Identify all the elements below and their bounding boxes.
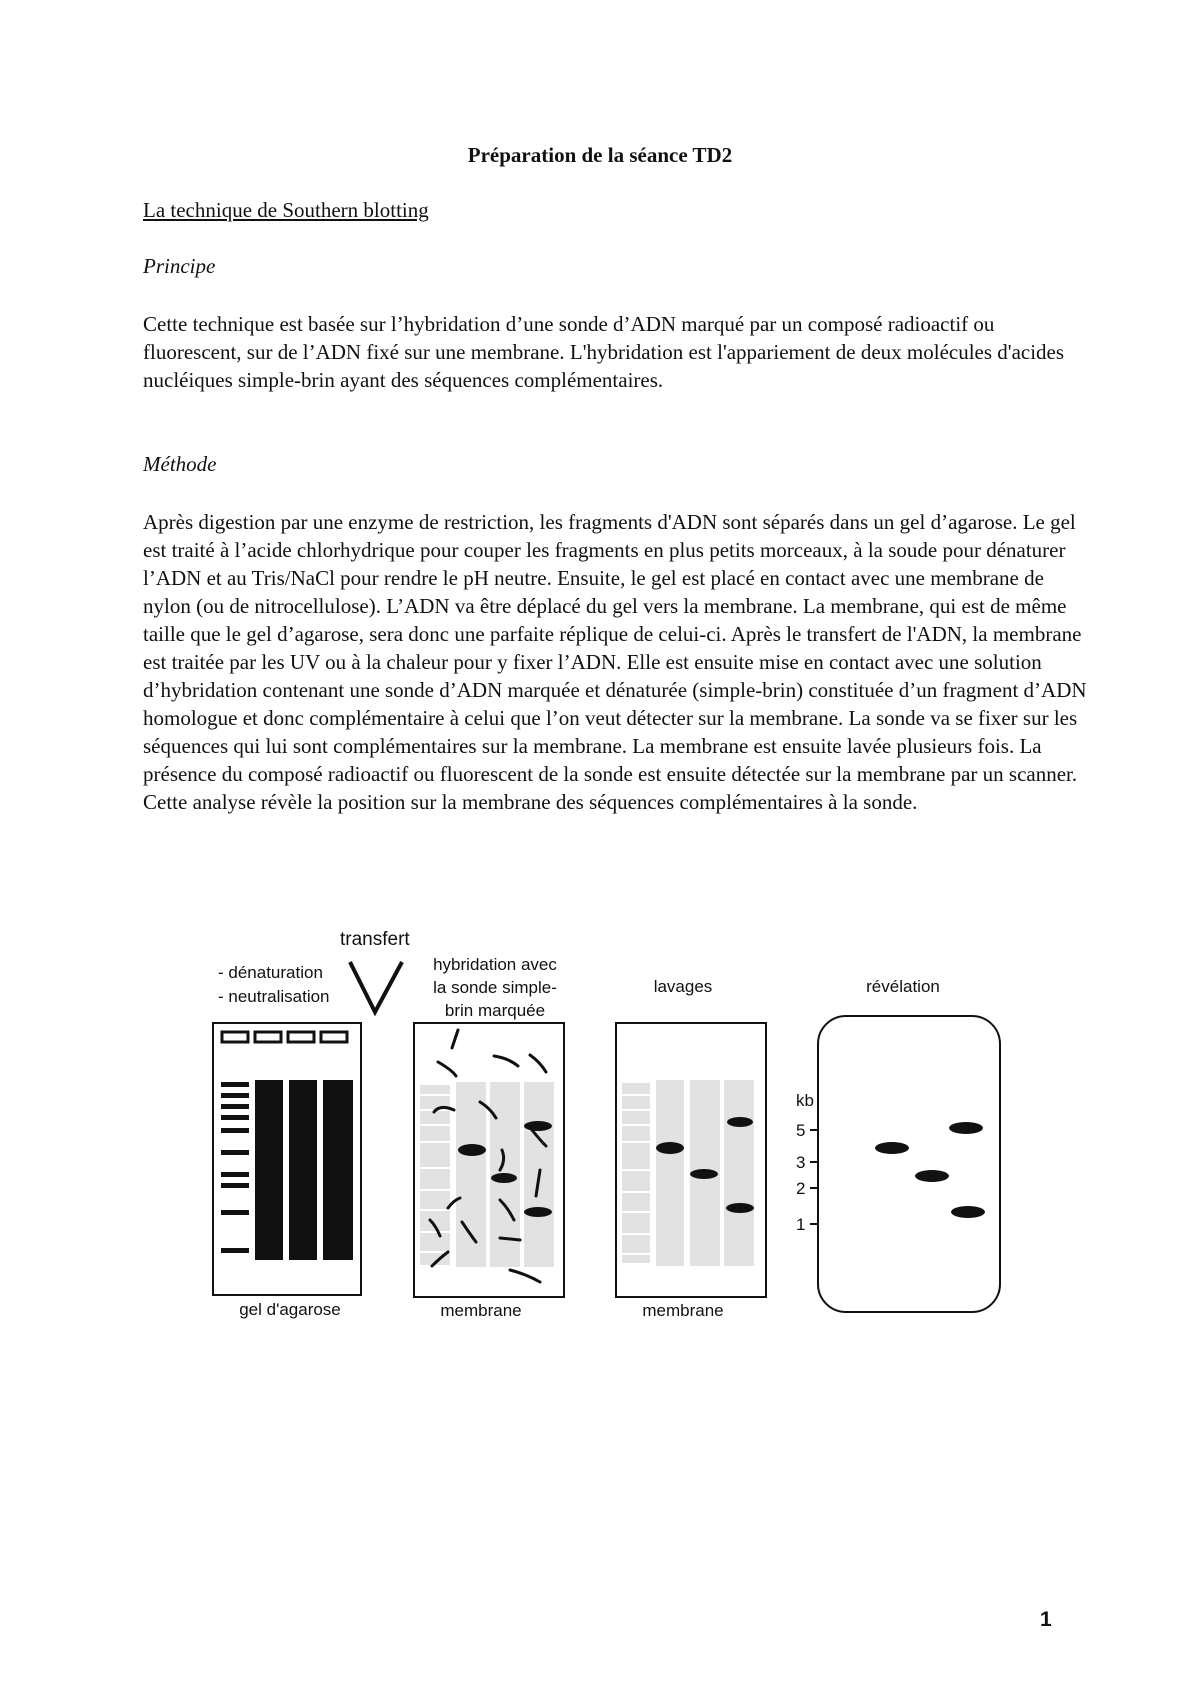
section-title: La technique de Southern blotting bbox=[143, 198, 429, 222]
label-revelation: révélation bbox=[866, 977, 940, 996]
marker-label-1kb: 1 bbox=[796, 1215, 806, 1234]
caption-membrane-hybridation: membrane bbox=[440, 1301, 522, 1320]
marker-label-5kb: 5 bbox=[796, 1121, 806, 1140]
label-neutralisation: - neutralisation bbox=[218, 987, 330, 1006]
membrane-lavages-panel bbox=[616, 1023, 766, 1297]
document-title: Préparation de la séance TD2 bbox=[467, 143, 733, 167]
label-hybridation-line3: brin marquée bbox=[444, 1001, 546, 1020]
marker-ticks bbox=[810, 1130, 818, 1224]
southern-blot-figure bbox=[0, 920, 1200, 1340]
label-denaturation: - dénaturation bbox=[218, 963, 323, 982]
marker-label-3kb: 3 bbox=[796, 1153, 806, 1172]
membrane-hybridation-panel bbox=[414, 1023, 564, 1297]
label-hybridation-line2: la sonde simple- bbox=[433, 978, 557, 997]
method-heading: Méthode bbox=[143, 452, 217, 476]
page-number: 1 bbox=[1040, 1608, 1052, 1631]
principle-heading: Principe bbox=[143, 254, 216, 278]
principle-paragraph: Cette technique est basée sur l’hybridation d’une sonde d’ADN marqué par un composé radioactif ou fluorescent, sur de l’ADN fixé sur une membrane. L'hybridation est l'appariement de deux molécules d'acides nucléiques simple-brin ayant des séquences complémentaires. bbox=[143, 312, 1065, 392]
label-lavages: lavages bbox=[653, 977, 713, 996]
label-transfert: transfert bbox=[340, 929, 410, 950]
label-hybridation-line1: hybridation avec bbox=[433, 955, 557, 974]
kb-axis-unit: kb bbox=[796, 1091, 814, 1110]
gel-smear-lane bbox=[323, 1080, 353, 1260]
method-paragraph: Après digestion par une enzyme de restriction, les fragments d'ADN sont séparés dans un gel d’agarose. Le gel est traité à l’acide chlorhydrique pour couper les fragments en plus petits morceaux, à la soude pour dénaturer l’ADN et au Tris/NaCl pour rendre le pH neutre. Ensuite, le gel est placé en contact avec une membrane de nylon (ou de nitrocellulose). L’ADN va être déplacé du gel vers la membrane. La membrane, qui est de même taille que le gel d’agarose, sera donc une parfaite réplique de celui-ci. Après le transfert de l'ADN, la membrane est traitée par les UV ou à la chaleur pour y fixer l’ADN. Elle est ensuite mise en contact avec une solution d’hybridation contenant une sonde d’ADN marquée et dénaturée (simple-brin) constituée d’un fragment d’ADN homologue et donc complémentaire à celui que l’on veut détecter sur la membrane. La sonde va se fixer sur les séquences qui lui sont complémentaires sur la membrane. La membrane est ensuite lavée plusieurs fois. La présence du composé radioactif ou fluorescent de la sonde est ensuite détectée sur la membrane par un scanner. Cette analyse révèle la position sur la membrane des séquences complémentaires à la sonde. bbox=[143, 510, 1087, 814]
revelation-panel bbox=[796, 1016, 1000, 1312]
agarose-gel-panel bbox=[213, 1023, 361, 1295]
caption-gel: gel d'agarose bbox=[239, 1300, 341, 1319]
transfer-arrow-icon bbox=[350, 962, 402, 1012]
gel-smear-lane bbox=[289, 1080, 317, 1260]
marker-label-2kb: 2 bbox=[796, 1179, 806, 1198]
caption-membrane-lavages: membrane bbox=[642, 1301, 724, 1320]
gel-smear-lane bbox=[255, 1080, 283, 1260]
